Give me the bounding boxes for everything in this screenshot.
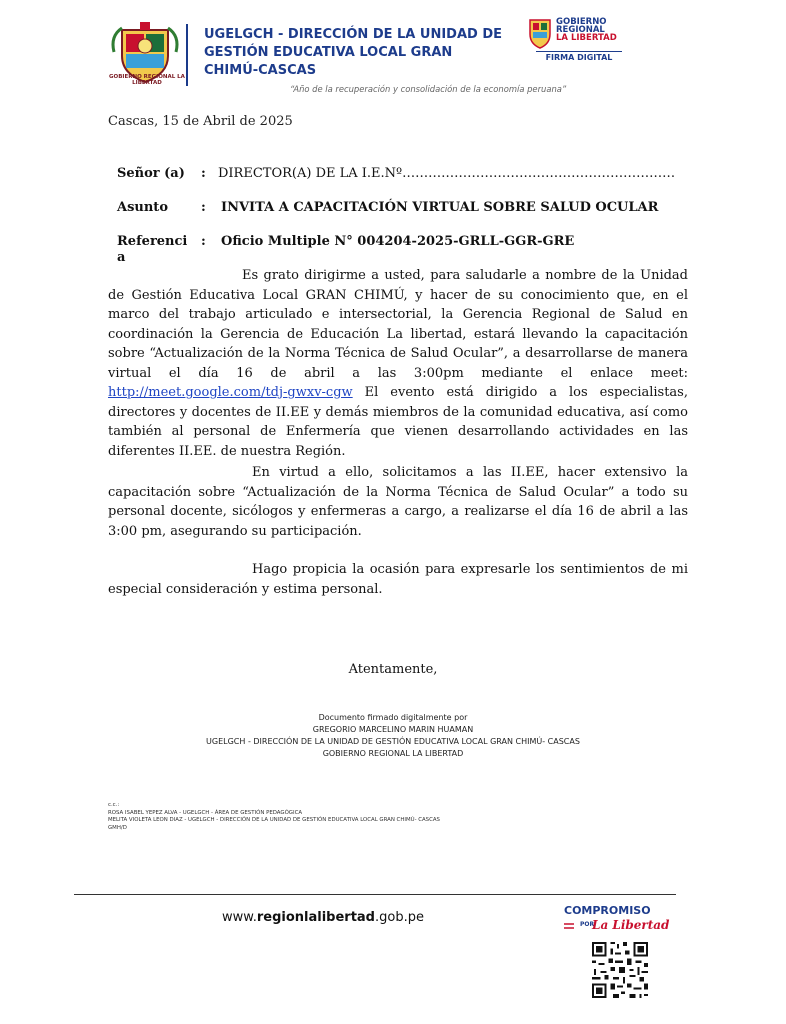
por-word: POR <box>580 921 595 928</box>
body-paragraph-3 <box>108 560 688 599</box>
qr-code-icon <box>590 940 650 1000</box>
subject-value: INVITA A CAPACITACIÓN VIRTUAL SOBRE SALUD OCULAR <box>221 200 659 215</box>
paragraph-2-text: En virtud a ello, solicitamos a las II.EE, hacer extensivo la capacitación sobre “Actualización de la Norma Técnica de Salud Ocular” a todo su personal docente, sicólogos y enfermeras a cargo, a realizarse el día 16 de abril a las 3:00 pm, asegurando su participación. <box>108 465 688 539</box>
signer-government: GOBIERNO REGIONAL LA LIBERTAD <box>322 749 464 758</box>
reference-value: Oficio Multiple N° 004204-2025-GRLL-GGR-GRE <box>221 234 575 249</box>
compromiso-word: COMPROMISO <box>564 904 651 917</box>
url-suffix: .gob.pe <box>375 910 424 925</box>
colon: : <box>201 166 206 181</box>
closing: Atentamente, <box>348 662 438 677</box>
recipient-value: DIRECTOR(A) DE LA I.E.Nº……………………………………………………… <box>218 166 676 181</box>
body-paragraph-2 <box>108 463 688 541</box>
place-date: Cascas, 15 de Abril de 2025 <box>108 114 293 129</box>
paragraph-1-text: Es grato dirigirme a usted, para saludarle a nombre de la Unidad de Gestión Educativa Local GRAN CHIMÚ, y hacer de su conocimiento que, en el marco del trabajo articulado e intersectorial, la Gerencia Regional de Salud en coordinación la Gerencia de Educación La libertad, estará llevando la capacitación sobre “Actualización de la Norma Técnica de Salud Ocular”, a desarrollarse de manera virtual el día 16 de abril a las 3:00pm mediante el enlace meet: <box>108 268 688 381</box>
reference-label: Referencia <box>117 234 188 265</box>
gob-line-2: REGIONAL <box>556 25 605 35</box>
cc-recipient-1: ROSA ISABEL YEPEZ ALVA - UGELGCH - ÁREA DE GESTIÓN PEDAGÓGICA <box>108 809 303 816</box>
header-divider <box>186 24 188 86</box>
gob-line-3: LA LIBERTAD <box>556 33 617 43</box>
paragraph-3-text: Hago propicia la ocasión para expresarle los sentimientos de mi especial consideración y estima personal. <box>108 562 688 597</box>
signer-name: GREGORIO MARCELINO MARIN HUAMAN <box>312 725 474 734</box>
organization-title: UGELGCH - DIRECCIÓN DE LA UNIDAD DE GESTIÓN EDUCATIVA LOCAL GRAN CHIMÚ-CASCAS <box>204 27 503 78</box>
subject-label: Asunto <box>117 200 168 215</box>
gobierno-regional-text <box>556 18 617 42</box>
cc-initials: GMH/D <box>108 824 127 831</box>
paragraph-1-text-after: El evento está dirigido a los especialistas, directores y docentes de II.EE y demás miembros de la comunidad educativa, así como también al personal de Enfermería que vienen desarrollando actividades en las diferentes II.EE. de nuestra Región. <box>108 385 688 459</box>
firma-digital-label: FIRMA DIGITAL <box>536 51 622 62</box>
cc-label: c.c.: <box>108 802 120 808</box>
year-motto: “Año de la recuperación y consolidación de la economía peruana” <box>290 84 567 94</box>
colon: : <box>201 200 206 215</box>
crest-caption: GOBIERNO REGIONAL LA LIBERTAD <box>109 74 185 86</box>
footer-website[interactable] <box>222 910 424 925</box>
url-prefix: www. <box>222 910 257 925</box>
colon: : <box>201 234 206 249</box>
gob-line-1: GOBIERNO <box>556 17 607 27</box>
signature-line-1: Documento firmado digitalmente por <box>318 713 468 722</box>
url-domain: regionlalibertad <box>256 910 375 925</box>
signer-office: UGELGCH - DIRECCIÓN DE LA UNIDAD DE GESTIÓN EDUCATIVA LOCAL GRAN CHIMÚ- CASCAS <box>206 737 580 746</box>
meet-link[interactable]: http://meet.google.com/tdj-gwxv-cgw <box>108 385 353 400</box>
cc-recipient-2: MELITA VIOLETA LEON DIAZ - UGELGCH - DIRECCIÓN DE LA UNIDAD DE GESTIÓN EDUCATIVA LOCAL GRAN CHIMÚ- CASCAS <box>108 817 440 823</box>
compromiso-logo <box>560 902 670 934</box>
digital-signature-block <box>0 712 786 760</box>
la-libertad-word: La Libertad <box>592 918 670 932</box>
recipient-label: Señor (a) <box>117 166 185 181</box>
footer-divider <box>74 894 676 895</box>
body-paragraph-1 <box>108 266 688 461</box>
cc-block <box>108 802 440 832</box>
